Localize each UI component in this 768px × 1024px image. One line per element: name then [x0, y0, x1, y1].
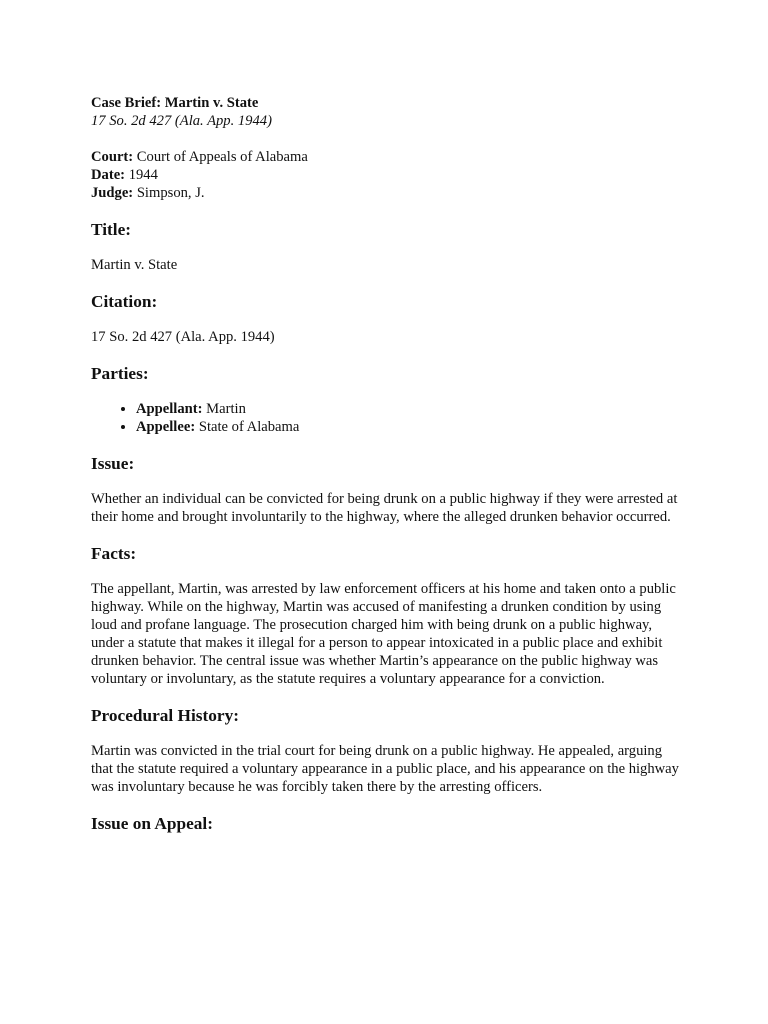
brief-header	[91, 94, 681, 130]
issue-on-appeal-heading: Issue on Appeal:	[91, 814, 213, 833]
citation-heading: Citation:	[91, 292, 158, 311]
appellant-label: Appellant:	[136, 401, 203, 417]
date-line	[91, 166, 681, 184]
judge-line	[91, 184, 681, 202]
facts-heading: Facts:	[91, 544, 137, 563]
procedural-history-body: Martin was convicted in the trial court for being drunk on a public highway. He appealed, arguing that the statute required a voluntary appearance in a public place, and his appearance on the highway was involuntary because he was forcibly taken there by the arresting officers.	[91, 743, 679, 795]
appellee-label: Appellee:	[136, 419, 196, 435]
appellant-value: Martin	[202, 401, 246, 417]
judge-label: Judge:	[91, 185, 134, 201]
party-appellant	[136, 400, 681, 418]
issue-heading: Issue:	[91, 454, 135, 473]
court-label: Court:	[91, 149, 134, 165]
document-citation: 17 So. 2d 427 (Ala. App. 1944)	[91, 113, 272, 129]
date-value: 1944	[125, 167, 158, 183]
parties-list	[91, 400, 681, 436]
date-label: Date:	[91, 167, 126, 183]
document-title: Case Brief: Martin v. State	[91, 95, 259, 111]
court-value: Court of Appeals of Alabama	[133, 149, 308, 165]
party-appellee	[136, 418, 681, 436]
procedural-history-heading: Procedural History:	[91, 706, 239, 725]
case-metadata	[91, 148, 681, 202]
citation-body: 17 So. 2d 427 (Ala. App. 1944)	[91, 329, 275, 345]
title-heading: Title:	[91, 220, 131, 239]
judge-value: Simpson, J.	[133, 185, 205, 201]
parties-heading: Parties:	[91, 364, 149, 383]
document-page	[91, 94, 681, 850]
facts-body: The appellant, Martin, was arrested by law enforcement officers at his home and taken onto a public highway. While on the highway, Martin was accused of manifesting a drunken condition by using loud and profane language. The prosecution charged him with being drunk on a public highway, under a statute that makes it illegal for a person to appear intoxicated in a public place and exhibit drunken behavior. The central issue was whether Martin’s appearance on the public highway was voluntary or involuntary, as the statute requires a voluntary appearance for a conviction.	[91, 581, 676, 687]
title-body: Martin v. State	[91, 257, 178, 273]
issue-body: Whether an individual can be convicted for being drunk on a public highway if they were arrested at their home and brought involuntarily to the highway, where the alleged drunken behavior occurred.	[91, 491, 678, 525]
appellee-value: State of Alabama	[195, 419, 300, 435]
court-line	[91, 148, 681, 166]
